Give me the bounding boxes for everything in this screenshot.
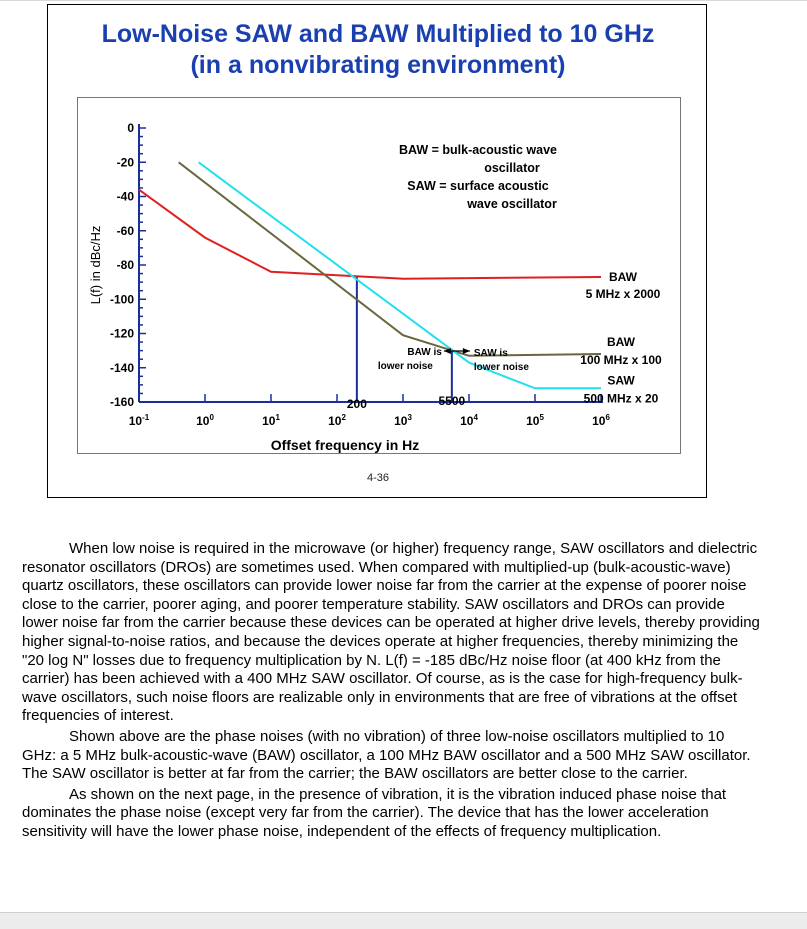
arrow-head-right <box>463 348 470 354</box>
top-divider <box>0 0 807 1</box>
y-tick-label: -40 <box>116 189 134 204</box>
x-tick-label: $10^1$ <box>262 413 280 428</box>
crossover-label-5500: 5500 <box>438 394 466 408</box>
bottom-scrollbar[interactable] <box>0 912 807 929</box>
y-tick-label: -160 <box>109 395 134 409</box>
annotation-saw-lower: SAW is <box>473 348 508 359</box>
crossover-label-200: 200 <box>346 397 367 411</box>
x-tick-label: $10^6$ <box>592 413 610 428</box>
y-tick-label: -60 <box>116 223 134 238</box>
y-tick-label: -120 <box>109 326 134 341</box>
paragraph-2: Shown above are the phase noises (with no vibration) of three low-noise oscillators multiplied to 10 GHz: a 5 MHz bulk-acoustic-wave (BAW) oscillator, a 100 MHz BAW oscillator and a 500 MHz SAW oscillator. The SAW oscillator is better at far from the carrier; the BAW oscillators are better close to the carrier. <box>22 727 751 783</box>
x-tick-label: $10^5$ <box>526 413 544 428</box>
definition-line: BAW = bulk-acoustic wave <box>398 143 558 157</box>
x-tick-label: $10^2$ <box>328 413 346 428</box>
x-tick-label: $10^4$ <box>460 413 478 428</box>
y-tick-label: 0 <box>127 121 134 135</box>
legend-baw-100mhz-detail: 100 MHz x 100 <box>580 353 662 368</box>
page-number: 4-36 <box>366 472 390 484</box>
definition-line: oscillator <box>484 161 540 175</box>
legend-saw-500mhz: SAW <box>607 373 635 388</box>
legend-saw-500mhz-detail: 500 MHz x 20 <box>583 391 659 406</box>
legend-baw-100mhz: BAW <box>607 335 635 350</box>
y-axis-label: L(f) in dBc/Hz <box>88 225 103 305</box>
annotation-baw-lower-2: lower noise <box>377 361 433 372</box>
paragraph-3: As shown on the next page, in the presence of vibration, it is the vibration induced phase noise that dominates the phase noise (except very far from the carrier). The device that has the lower acceleration sensitivity will have the lower phase noise, independent of the effects of frequency multiplication. <box>22 785 727 840</box>
definition-line: SAW = surface acoustic <box>407 179 549 193</box>
y-tick-label: -140 <box>109 360 134 375</box>
annotation-saw-lower-2: lower noise <box>473 362 529 373</box>
y-tick-label: -80 <box>116 258 134 272</box>
x-tick-label: $10^{-1}$ <box>128 413 150 428</box>
plot-area <box>77 97 681 454</box>
x-axis-label: Offset frequency in Hz <box>270 437 420 453</box>
y-tick-label: -20 <box>116 155 134 170</box>
legend-baw-5mhz: BAW <box>609 269 637 284</box>
body-text <box>22 540 762 844</box>
x-tick-label: $10^0$ <box>196 413 214 428</box>
x-tick-label: $10^3$ <box>394 413 412 428</box>
definition-line: wave oscillator <box>467 197 557 211</box>
phase-noise-chart <box>78 98 682 455</box>
y-tick-label: -100 <box>109 292 134 307</box>
legend-baw-5mhz-detail: 5 MHz x 2000 <box>585 286 661 301</box>
slide-title-line1: Low-Noise SAW and BAW Multiplied to 10 GHz <box>101 20 655 48</box>
paragraph-1: When low noise is required in the microwave (or higher) frequency range, SAW oscillators and dielectric resonator oscillators (DROs) are sometimes used. When compared with multiplied-up (bulk-acoustic-wave) quartz oscillators, these oscillators can provide lower noise far from the carrier at the expense of poorer noise close to the carrier, poorer aging, and poorer temperature stability. SAW oscillators and DROs can provide lower noise far from the carrier because these devices can be operated at higher drive levels, thereby providing higher signal-to-noise ratios, and because the devices operate at higher frequencies, thereby minimizing the "20 log N" losses due to frequency multiplication by N. L(f) = -185 dBc/Hz noise floor (at 400 kHz from the carrier) has been achieved with a 400 MHz SAW oscillator. Of course, as is the case for high-frequency bulk-wave oscillators, such noise floors are realizable only in environments that are free of vibrations at the offset frequencies of interest. <box>22 540 760 725</box>
slide-title-line2: (in a nonvibrating environment) <box>190 51 566 79</box>
slide-frame <box>47 4 707 498</box>
annotation-baw-lower: BAW is <box>407 347 442 358</box>
